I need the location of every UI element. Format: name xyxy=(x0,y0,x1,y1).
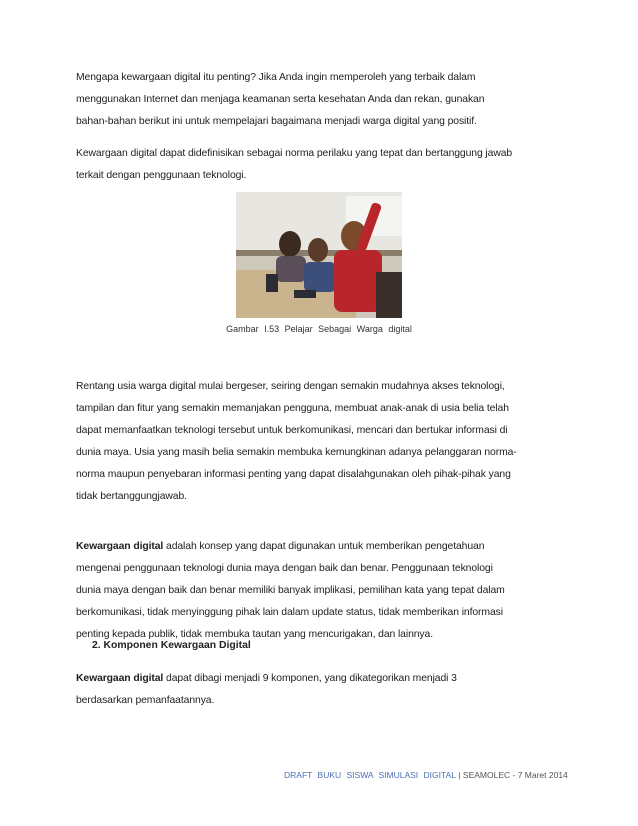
line: dapat memanfaatkan teknologi tersebut untuk berkomunikasi, mencari dan bertukar informasi di xyxy=(76,425,508,436)
line: Mengapa kewargaan digital itu penting? Jika Anda ingin memperoleh yang terbaik dalam xyxy=(76,72,476,83)
concept-paragraph xyxy=(76,536,536,646)
line: dunia maya. Usia yang masih belia semakin membuka kemungkinan adanya pelanggaran norma- xyxy=(76,447,517,458)
line: dunia maya dengan baik dan benar memiliki banyak implikasi, pemilihan kata yang tepat dalam xyxy=(76,585,505,596)
footer-meta: | SEAMOLEC - 7 Maret 2014 xyxy=(455,770,568,780)
line: Rentang usia warga digital mulai bergeser, seiring dengan semakin mudahnya akses teknologi, xyxy=(76,381,505,392)
line xyxy=(76,668,536,690)
line-text: dapat dibagi menjadi 9 komponen, yang dikategorikan menjadi 3 xyxy=(163,673,457,684)
figure-caption: Gambar I.53 Pelajar Sebagai Warga digital xyxy=(226,324,412,334)
line-text: adalah konsep yang dapat digunakan untuk memberikan pengetahuan xyxy=(163,541,485,552)
line: berkomunikasi, tidak menyinggung pihak lain dalam update status, tidak memberikan informasi xyxy=(76,607,503,618)
intro-paragraph xyxy=(76,67,516,133)
line: tampilan dan fitur yang semakin memanjakan pengguna, membuat anak-anak di usia belia telah xyxy=(76,403,509,414)
students-photo-illustration xyxy=(236,192,402,318)
bold-term: Kewargaan digital xyxy=(76,673,164,684)
footer-title: DRAFT BUKU SISWA SIMULASI DIGITAL xyxy=(284,770,456,780)
line: bahan-bahan berikut ini untuk mempelajari bagaimana menjadi warga digital yang positif. xyxy=(76,116,477,127)
section-heading: 2. Komponen Kewargaan Digital xyxy=(92,640,251,651)
line: mengenai penggunaan teknologi dunia maya dengan baik dan benar. Penggunaan teknologi xyxy=(76,563,493,574)
components-paragraph xyxy=(76,668,536,712)
line: berdasarkan pemanfaatannya. xyxy=(76,695,215,706)
line: menggunakan Internet dan menjaga keamanan serta kesehatan Anda dan rekan, gunakan xyxy=(76,94,485,105)
age-range-paragraph xyxy=(76,376,536,508)
page-footer xyxy=(284,770,568,780)
bold-term: Kewargaan digital xyxy=(76,541,164,552)
students-photo xyxy=(236,192,402,318)
line: terkait dengan penggunaan teknologi. xyxy=(76,170,247,181)
line: tidak bertanggungjawab. xyxy=(76,491,187,502)
definition-paragraph xyxy=(76,143,536,187)
line: penting kepada publik, tidak membuka tautan yang mencurigakan, dan lainnya. xyxy=(76,629,433,640)
line: Kewargaan digital dapat didefinisikan sebagai norma perilaku yang tepat dan bertanggung jawab xyxy=(76,148,513,159)
line: norma maupun penyebaran informasi penting yang dapat disalahgunakan oleh pihak-pihak yang xyxy=(76,469,511,480)
line xyxy=(76,536,536,558)
